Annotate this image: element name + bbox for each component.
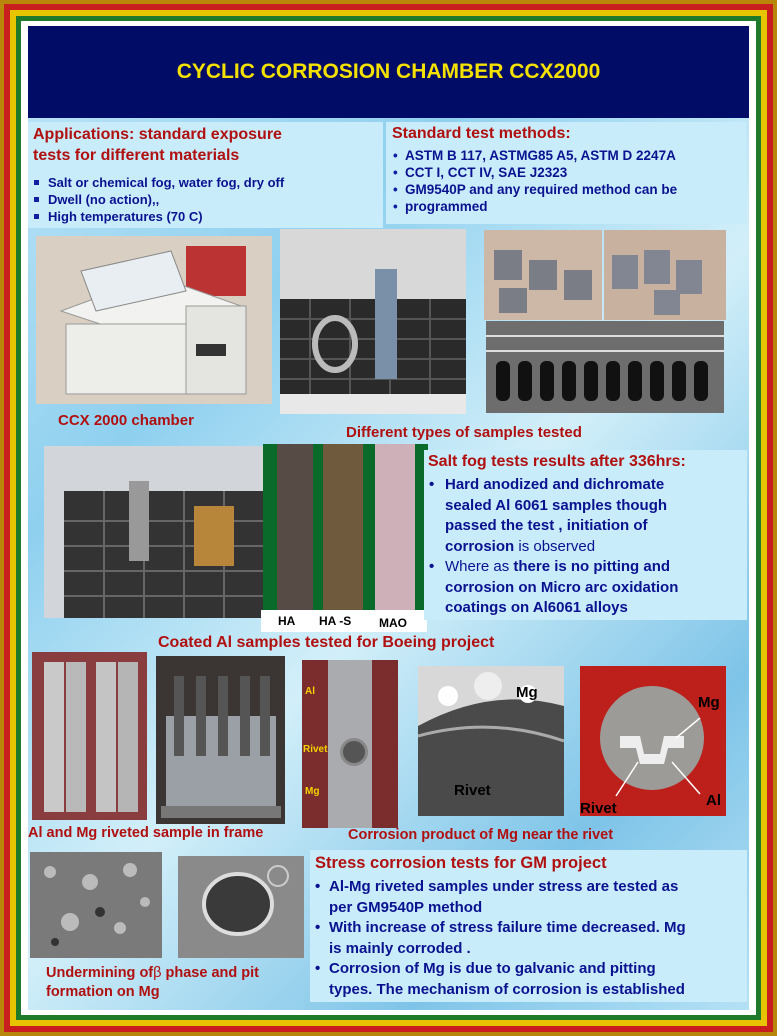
riveted-frame-caption: Al and Mg riveted sample in frame [28,825,264,841]
stress-b3-l2: types. The mechanism of corrosion is established [329,980,685,998]
title-bar [28,26,749,118]
image-label-al3: Al [706,792,721,809]
image-label-al: Al [305,686,315,697]
boeing-caption: Coated Al samples tested for Boeing project [158,634,495,651]
stress-b2-l2: is mainly corroded . [329,939,471,957]
image-label-rivet2: Rivet [454,782,491,799]
list-item: Salt or chemical fog, water fog, dry off [31,174,284,191]
applications-heading-line2: tests for different materials [33,147,240,164]
sample-rack-photo-2 [604,230,726,320]
stress-b1-l1: Al-Mg riveted samples under stress are tested as [329,878,679,895]
image-label-mg: Mg [305,786,320,797]
chamber-caption: CCX 2000 chamber [58,412,194,429]
stress-b3-l1: Corrosion of Mg is due to galvanic and pitting [329,960,656,977]
list-item: • programmed [391,198,677,215]
stress-frame-photo [156,656,285,824]
list-item: • CCT I, CCT IV, SAE J2323 [391,164,677,181]
standard-methods-list [391,147,677,215]
image-label-rivet: Rivet [303,744,328,755]
poster-panel [28,26,749,1010]
stress-b1-l2: per GM9540P method [329,898,483,916]
chamber-topview-photo [44,446,276,618]
salt-fog-b1-l1: Hard anodized and dichromate [445,476,665,493]
undermining-line1a: Undermining of [46,965,154,981]
sem-corrosion-photo [418,666,564,816]
riveted-samples-photo [32,652,147,820]
rivet-closeup-photo [302,660,398,828]
applications-box [28,122,383,228]
undermining-line2: formation on Mg [46,984,160,1000]
salt-fog-heading: Salt fog tests results after 336hrs: [428,453,686,470]
standard-methods-heading: Standard test methods: [392,125,571,142]
salt-fog-box [424,450,747,620]
salt-fog-b1-l3: passed the test , initiation of [445,517,648,534]
applications-list [31,174,284,225]
stress-b2-l1: With increase of stress failure time decreased. Mg [329,919,686,936]
image-label-mg2: Mg [516,684,538,701]
poster-title: CYCLIC CORROSION CHAMBER CCX2000 [176,60,601,83]
salt-fog-b1-l2: sealed Al 6061 samples though [445,496,668,514]
sem-pit-photo-2 [178,856,304,958]
sample-rack-photo-1 [484,230,602,320]
undermining-line1b: phase and pit [161,965,259,981]
image-label-rivet3: Rivet [580,800,617,816]
applications-heading-line1: Applications: standard exposure [33,126,282,143]
salt-fog-list: • Hard anodized and dichromate sealed Al 6061 samples though passed the test , initiation of corrosion is observed • Where as there is no pitting and corrosion on Micro arc oxidation coatings on Al6061 alloys [427,475,678,619]
stress-heading: Stress corrosion tests for GM project [315,854,607,872]
strip-label-bar [261,610,427,632]
salt-fog-b2-l3: coatings on Al6061 alloys [445,599,628,616]
chamber-interior-photo [280,229,466,414]
samples-caption: Different types of samples tested [346,424,582,441]
salt-fog-b2-l2: corrosion on Micro arc oxidation [445,578,679,596]
label-ha: HA [278,614,296,628]
label-has: HA -S [319,614,352,628]
stress-corrosion-box [310,850,747,1002]
salt-fog-b1-l4a: corrosion [445,537,515,555]
stress-list: • Al-Mg riveted samples under stress are tested as per GM9540P method • With increase of stress failure time decreased. Mg is mainly corroded . • Corrosion of Mg is due to galvanic and pitting types. The mechanism of corrosion is established [313,877,686,1000]
applications-heading [33,124,282,166]
sem-pit-photo-1 [30,852,162,958]
ccx2000-chamber-photo [36,236,272,404]
list-item: Dwell (no action),, [31,191,284,208]
salt-fog-b2-l1a: Where as [445,558,514,575]
label-mao: MAO [379,616,407,630]
list-item: High temperatures (70 C) [31,208,284,225]
rivet-cross-section-photo [580,666,726,816]
sample-rack-photo-3 [486,321,724,413]
salt-fog-b2-l1b: there is no pitting and [513,558,671,575]
coated-strips-photo [263,444,428,610]
beta-symbol: β [153,965,162,981]
image-label-mg3: Mg [698,694,720,711]
corrosion-product-caption: Corrosion product of Mg near the rivet [348,827,614,843]
undermining-caption [46,964,259,1002]
list-item: • ASTM B 117, ASTMG85 A5, ASTM D 2247A [391,147,677,164]
salt-fog-b1-l4b: is observed [514,537,596,555]
list-item: • GM9540P and any required method can be [391,181,677,198]
standard-methods-box [386,122,746,224]
